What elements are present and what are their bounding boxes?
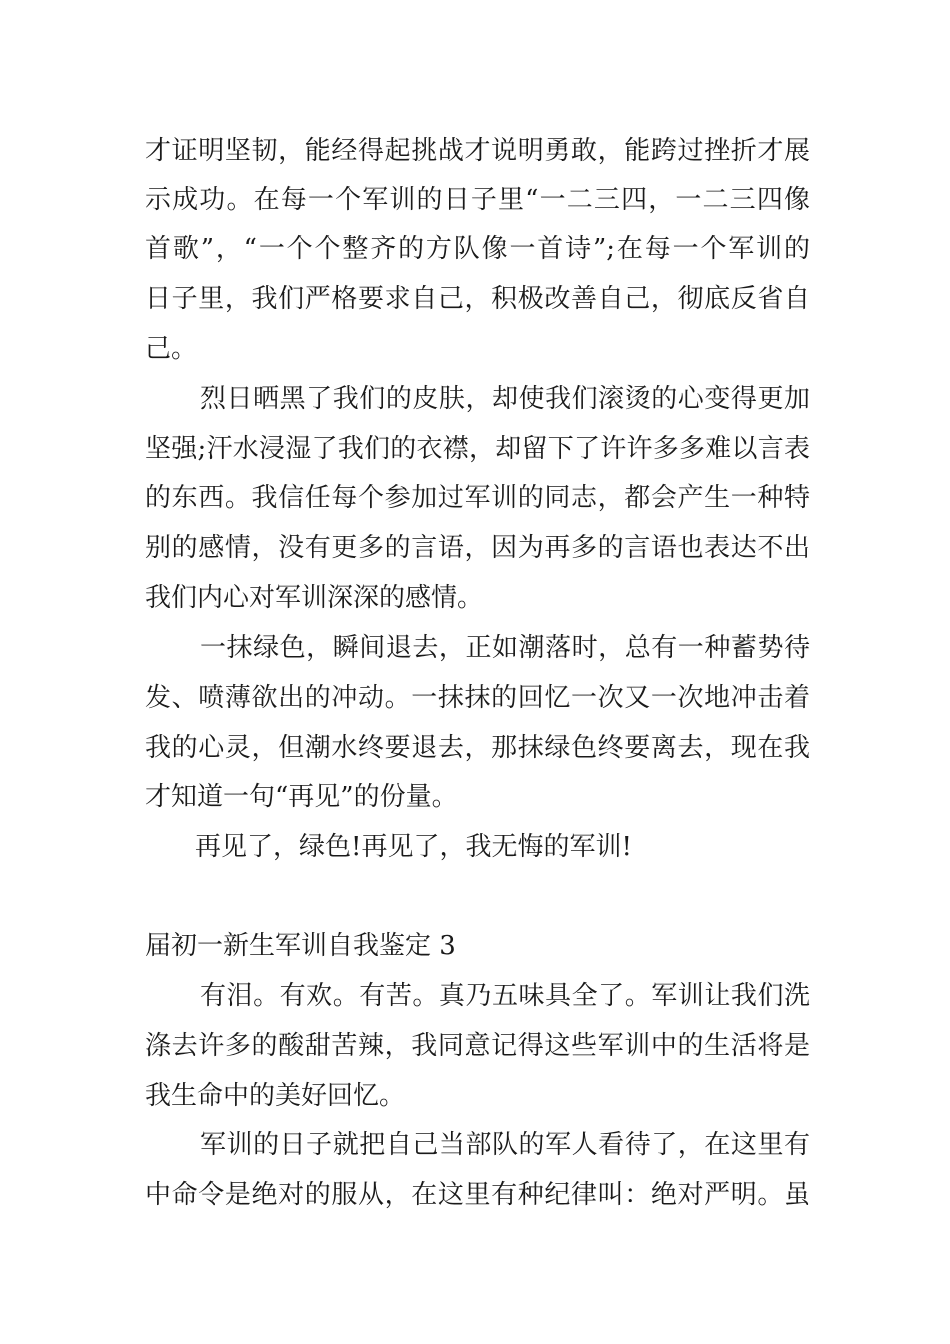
paragraph-line: 才证明坚韧，能经得起挑战才说明勇敢，能跨过挫折才展 [145,136,810,166]
paragraph-line: 涤去许多的酸甜苦辣，我同意记得这些军训中的生活将是 [145,1031,810,1061]
paragraph-line: 坚强;汗水浸湿了我们的衣襟，却留下了许许多多难以言表 [145,434,810,464]
paragraph-line: 示成功。在每一个军训的日子里“一二三四，一二三四像 [145,185,810,215]
paragraph-line: 烈日晒黑了我们的皮肤，却使我们滚烫的心变得更加 [200,384,810,414]
paragraph-line: 日子里，我们严格要求自己，积极改善自己，彻底反省自 [145,284,810,314]
paragraph-line: 一抹绿色，瞬间退去，正如潮落时，总有一种蓄势待 [200,633,810,663]
section-heading: 届初一新生军训自我鉴定 3 [145,931,456,961]
paragraph-line: 我们内心对军训深深的感情。 [145,583,484,613]
paragraph-line: 我的心灵，但潮水终要退去，那抹绿色终要离去，现在我 [145,733,810,763]
paragraph-line: 才知道一句“再见”的份量。 [145,782,458,812]
paragraph-line: 军训的日子就把自己当部队的军人看待了，在这里有 [200,1130,810,1160]
paragraph-line: 有泪。有欢。有苦。真乃五味具全了。军训让我们洗 [200,981,810,1011]
paragraph-line: 己。 [145,334,198,364]
paragraph-line: 的东西。我信任每个参加过军训的同志，都会产生一种特 [145,483,810,513]
paragraph-line: 发、喷薄欲出的冲动。一抹抹的回忆一次又一次地冲击着 [145,683,810,713]
paragraph-line: 中命令是绝对的服从，在这里有种纪律叫：绝对严明。虽 [145,1180,810,1210]
paragraph-line: 我生命中的美好回忆。 [145,1081,406,1111]
paragraph-line: 首歌”，“一个个整齐的方队像一首诗”;在每一个军训的 [145,234,810,264]
paragraph-line: 别的感情，没有更多的言语，因为再多的言语也表达不出 [145,533,810,563]
paragraph-line: 再见了，绿色!再见了，我无悔的军训! [195,832,632,862]
